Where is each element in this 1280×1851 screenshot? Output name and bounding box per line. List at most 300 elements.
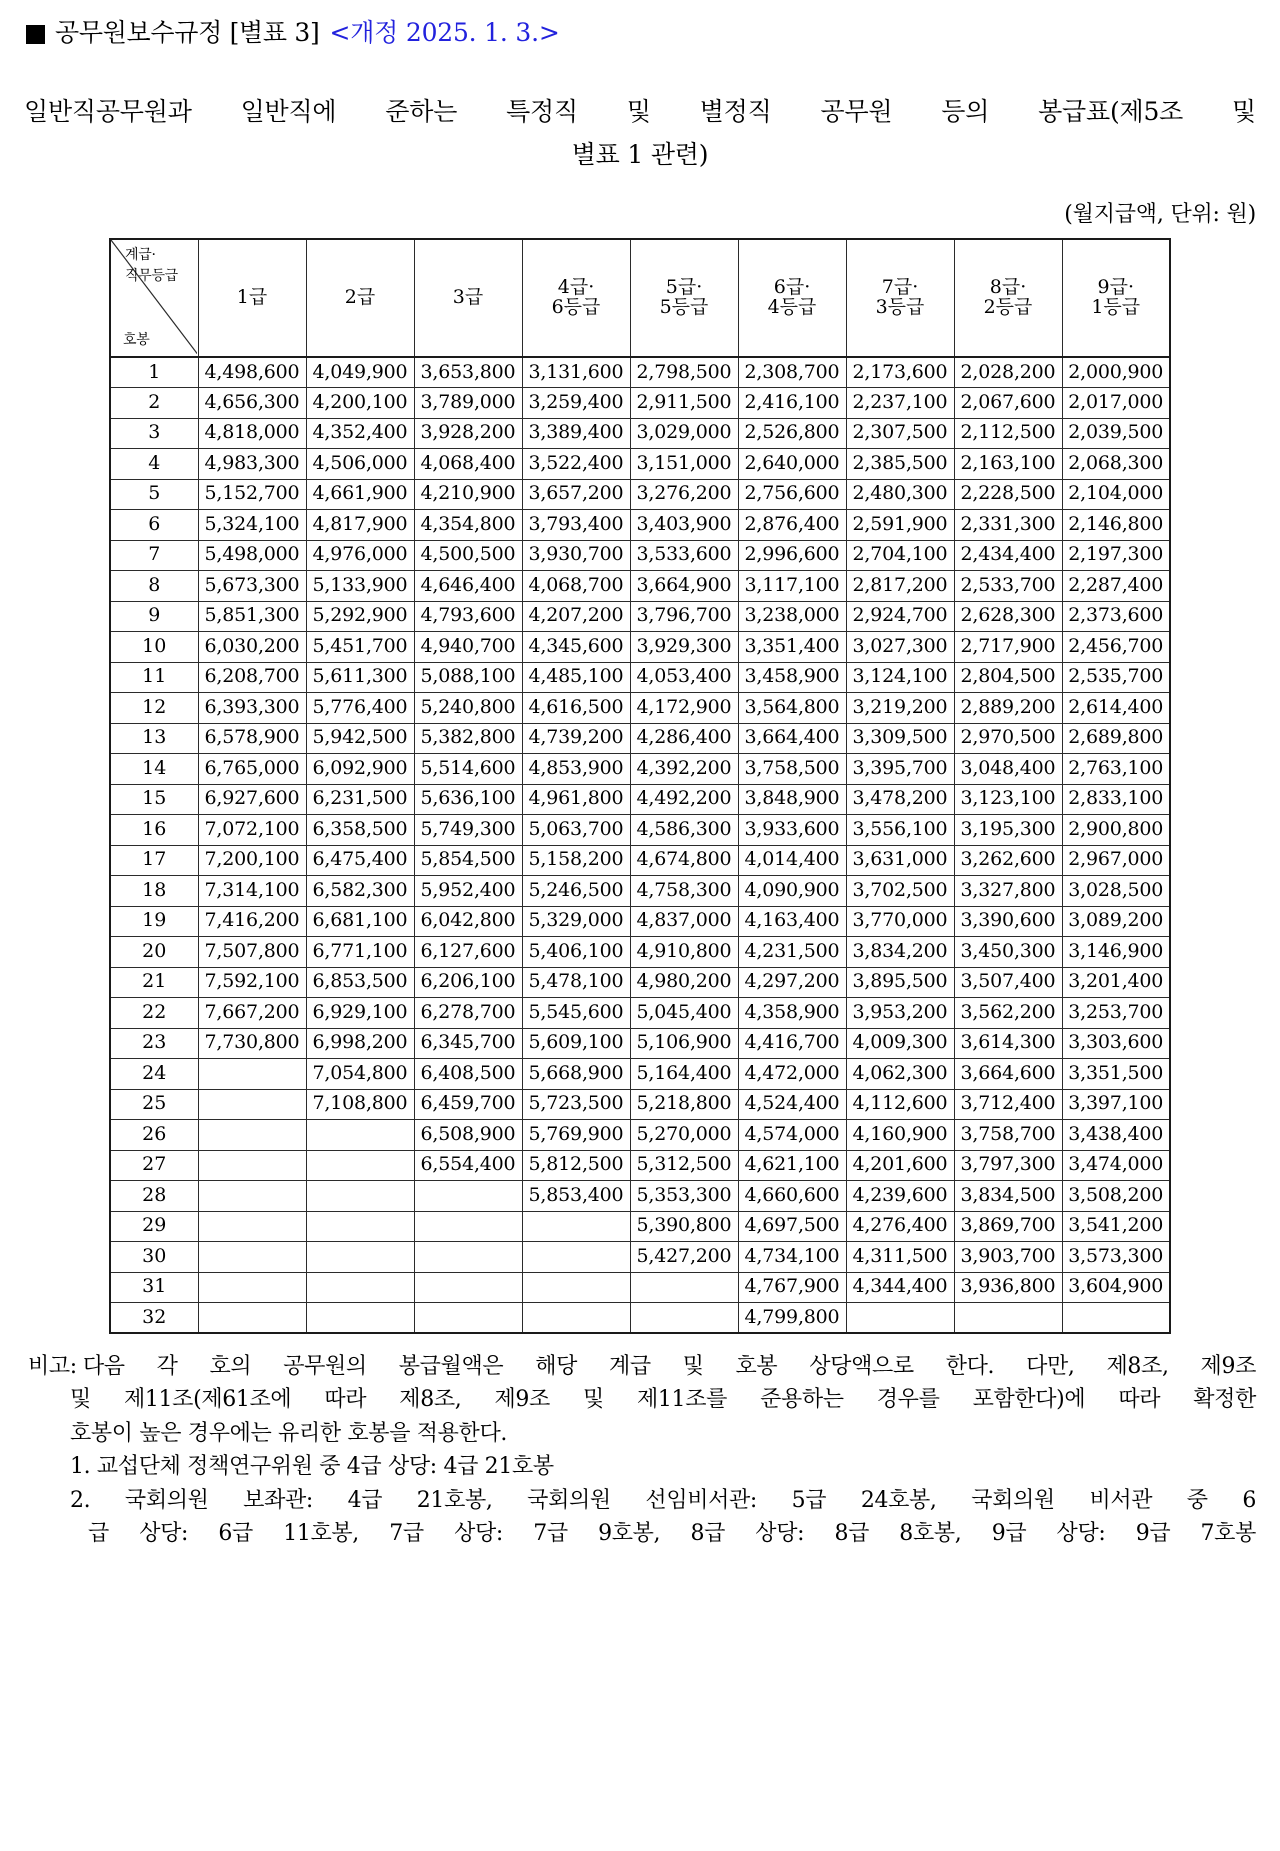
column-header-grade-8-line2: 2등급	[983, 296, 1033, 318]
salary-cell	[306, 1120, 414, 1151]
salary-cell: 6,681,100	[306, 906, 414, 937]
salary-cell: 5,152,700	[198, 479, 306, 510]
salary-cell: 3,758,500	[738, 754, 846, 785]
salary-cell: 3,657,200	[522, 479, 630, 510]
salary-cell: 7,314,100	[198, 876, 306, 907]
step-number-cell: 13	[110, 723, 198, 754]
step-number-cell: 7	[110, 540, 198, 571]
step-number-cell: 28	[110, 1181, 198, 1212]
salary-cell: 4,053,400	[630, 662, 738, 693]
salary-cell: 2,689,800	[1062, 723, 1170, 754]
salary-cell: 3,397,100	[1062, 1089, 1170, 1120]
salary-cell: 6,231,500	[306, 784, 414, 815]
salary-cell: 4,660,600	[738, 1181, 846, 1212]
salary-cell: 3,789,000	[414, 388, 522, 419]
salary-cell: 2,889,200	[954, 693, 1062, 724]
salary-cell: 4,980,200	[630, 967, 738, 998]
remarks-text	[83, 1350, 1256, 1383]
salary-cell: 2,331,300	[954, 510, 1062, 541]
column-header-grade-1-line1: 1급	[236, 286, 268, 309]
page-title	[18, 92, 1262, 175]
salary-cell: 5,427,200	[630, 1242, 738, 1273]
salary-cell: 5,451,700	[306, 632, 414, 663]
salary-cell: 2,798,500	[630, 357, 738, 388]
salary-cell: 4,586,300	[630, 815, 738, 846]
salary-cell: 3,522,400	[522, 449, 630, 480]
table-row	[110, 1089, 1170, 1120]
salary-cell: 2,924,700	[846, 601, 954, 632]
salary-cell	[306, 1242, 414, 1273]
document-header	[18, 10, 1262, 52]
salary-cell: 5,812,500	[522, 1150, 630, 1181]
salary-cell	[630, 1303, 738, 1334]
salary-cell: 6,998,200	[306, 1028, 414, 1059]
salary-cell: 2,197,300	[1062, 540, 1170, 571]
salary-cell: 6,459,700	[414, 1089, 522, 1120]
salary-cell: 4,068,700	[522, 571, 630, 602]
salary-cell: 2,028,200	[954, 357, 1062, 388]
remarks-item-2-line2: 급 상당: 6급 11호봉, 7급 상당: 7급 9호봉, 8급 상당: 8급 8호봉, 9급 상당: 9급 7호봉	[88, 1521, 1256, 1547]
salary-cell: 4,112,600	[846, 1089, 954, 1120]
step-number-cell: 15	[110, 784, 198, 815]
salary-cell: 5,324,100	[198, 510, 306, 541]
salary-cell: 5,942,500	[306, 723, 414, 754]
salary-cell: 2,146,800	[1062, 510, 1170, 541]
salary-cell: 6,030,200	[198, 632, 306, 663]
salary-cell: 3,450,300	[954, 937, 1062, 968]
salary-cell: 3,604,900	[1062, 1272, 1170, 1303]
table-row	[110, 662, 1170, 693]
corner-grade-label	[125, 245, 178, 287]
salary-cell: 2,163,100	[954, 449, 1062, 480]
column-header-grade-7	[846, 239, 954, 357]
column-header-grade-8	[954, 239, 1062, 357]
salary-cell: 2,228,500	[954, 479, 1062, 510]
salary-cell: 4,734,100	[738, 1242, 846, 1273]
table-row	[110, 632, 1170, 663]
salary-cell: 2,526,800	[738, 418, 846, 449]
salary-cell: 6,853,500	[306, 967, 414, 998]
salary-cell: 3,253,700	[1062, 998, 1170, 1029]
salary-cell: 6,929,100	[306, 998, 414, 1029]
table-row	[110, 388, 1170, 419]
salary-cell: 4,758,300	[630, 876, 738, 907]
salary-cell: 4,207,200	[522, 601, 630, 632]
salary-cell: 3,848,900	[738, 784, 846, 815]
salary-cell: 4,492,200	[630, 784, 738, 815]
salary-cell: 3,403,900	[630, 510, 738, 541]
salary-cell: 3,930,700	[522, 540, 630, 571]
salary-cell: 4,661,900	[306, 479, 414, 510]
column-header-grade-4	[522, 239, 630, 357]
salary-cell: 4,976,000	[306, 540, 414, 571]
salary-cell: 6,927,600	[198, 784, 306, 815]
salary-cell: 6,554,400	[414, 1150, 522, 1181]
salary-cell: 3,151,000	[630, 449, 738, 480]
step-number-cell: 26	[110, 1120, 198, 1151]
salary-cell: 5,611,300	[306, 662, 414, 693]
step-number-cell: 5	[110, 479, 198, 510]
salary-cell: 7,054,800	[306, 1059, 414, 1090]
salary-cell: 4,009,300	[846, 1028, 954, 1059]
salary-cell: 6,127,600	[414, 937, 522, 968]
step-number-cell: 2	[110, 388, 198, 419]
step-number-cell: 16	[110, 815, 198, 846]
salary-cell: 3,201,400	[1062, 967, 1170, 998]
remarks-section	[28, 1350, 1256, 1551]
salary-cell: 3,562,200	[954, 998, 1062, 1029]
salary-cell: 5,158,200	[522, 845, 630, 876]
salary-cell: 6,771,100	[306, 937, 414, 968]
table-row	[110, 540, 1170, 571]
salary-cell: 5,723,500	[522, 1089, 630, 1120]
salary-cell: 2,039,500	[1062, 418, 1170, 449]
salary-cell	[306, 1181, 414, 1212]
salary-cell: 5,952,400	[414, 876, 522, 907]
salary-cell: 6,206,100	[414, 967, 522, 998]
salary-cell: 4,574,000	[738, 1120, 846, 1151]
step-number-cell: 21	[110, 967, 198, 998]
salary-cell: 4,200,100	[306, 388, 414, 419]
salary-cell: 6,345,700	[414, 1028, 522, 1059]
salary-cell: 4,656,300	[198, 388, 306, 419]
salary-cell: 2,535,700	[1062, 662, 1170, 693]
salary-cell: 3,089,200	[1062, 906, 1170, 937]
table-row	[110, 937, 1170, 968]
step-number-cell: 10	[110, 632, 198, 663]
salary-cell: 4,090,900	[738, 876, 846, 907]
salary-cell	[414, 1242, 522, 1273]
table-row	[110, 693, 1170, 724]
salary-cell: 5,609,100	[522, 1028, 630, 1059]
salary-cell: 4,500,500	[414, 540, 522, 571]
salary-cell: 4,793,600	[414, 601, 522, 632]
salary-cell: 5,164,400	[630, 1059, 738, 1090]
step-number-cell: 6	[110, 510, 198, 541]
salary-cell: 4,853,900	[522, 754, 630, 785]
step-number-cell: 23	[110, 1028, 198, 1059]
salary-cell: 4,210,900	[414, 479, 522, 510]
salary-cell: 3,390,600	[954, 906, 1062, 937]
table-row	[110, 876, 1170, 907]
table-row	[110, 1211, 1170, 1242]
salary-cell: 7,592,100	[198, 967, 306, 998]
table-row	[110, 1150, 1170, 1181]
salary-cell: 7,730,800	[198, 1028, 306, 1059]
salary-cell: 2,017,000	[1062, 388, 1170, 419]
salary-cell: 2,416,100	[738, 388, 846, 419]
salary-cell: 4,498,600	[198, 357, 306, 388]
salary-cell: 3,834,200	[846, 937, 954, 968]
table-row	[110, 1120, 1170, 1151]
salary-cell: 2,804,500	[954, 662, 1062, 693]
salary-cell: 3,953,200	[846, 998, 954, 1029]
salary-cell	[198, 1059, 306, 1090]
step-number-cell: 4	[110, 449, 198, 480]
salary-cell: 3,758,700	[954, 1120, 1062, 1151]
table-row	[110, 449, 1170, 480]
salary-cell: 5,498,000	[198, 540, 306, 571]
salary-cell: 3,797,300	[954, 1150, 1062, 1181]
salary-cell: 5,749,300	[414, 815, 522, 846]
salary-cell	[198, 1089, 306, 1120]
step-number-cell: 20	[110, 937, 198, 968]
table-row	[110, 815, 1170, 846]
salary-cell: 5,478,100	[522, 967, 630, 998]
salary-cell	[306, 1303, 414, 1334]
salary-cell: 4,739,200	[522, 723, 630, 754]
salary-cell: 4,231,500	[738, 937, 846, 968]
salary-cell: 2,104,000	[1062, 479, 1170, 510]
column-header-grade-4-line1: 4급·	[557, 276, 595, 299]
salary-cell: 3,195,300	[954, 815, 1062, 846]
salary-cell: 5,292,900	[306, 601, 414, 632]
salary-cell: 4,621,100	[738, 1150, 846, 1181]
salary-cell: 3,614,300	[954, 1028, 1062, 1059]
salary-cell: 6,475,400	[306, 845, 414, 876]
step-number-cell: 19	[110, 906, 198, 937]
salary-cell: 3,131,600	[522, 357, 630, 388]
salary-cell: 2,763,100	[1062, 754, 1170, 785]
salary-cell	[198, 1181, 306, 1212]
salary-cell: 3,438,400	[1062, 1120, 1170, 1151]
step-number-cell: 11	[110, 662, 198, 693]
column-header-grade-5	[630, 239, 738, 357]
salary-cell: 5,353,300	[630, 1181, 738, 1212]
table-row	[110, 1303, 1170, 1334]
step-number-cell: 14	[110, 754, 198, 785]
salary-cell: 4,799,800	[738, 1303, 846, 1334]
salary-cell: 3,664,400	[738, 723, 846, 754]
salary-cell: 5,329,000	[522, 906, 630, 937]
salary-cell: 6,765,000	[198, 754, 306, 785]
remarks-text-line1: 다음 각 호의 공무원의 봉급월액은 해당 계급 및 호봉 상당액으로 한다. 다만, 제8조, 제9조	[82, 1354, 1256, 1379]
table-row	[110, 967, 1170, 998]
column-header-grade-6-line2: 4등급	[767, 296, 817, 318]
salary-cell: 4,472,000	[738, 1059, 846, 1090]
salary-cell: 2,900,800	[1062, 815, 1170, 846]
step-number-cell: 27	[110, 1150, 198, 1181]
salary-cell: 2,704,100	[846, 540, 954, 571]
salary-cell	[414, 1272, 522, 1303]
salary-cell: 3,219,200	[846, 693, 954, 724]
table-row	[110, 1242, 1170, 1273]
salary-cell: 3,478,200	[846, 784, 954, 815]
salary-cell: 3,933,600	[738, 815, 846, 846]
table-row	[110, 1059, 1170, 1090]
salary-cell: 2,067,600	[954, 388, 1062, 419]
salary-cell: 3,712,400	[954, 1089, 1062, 1120]
salary-cell: 5,636,100	[414, 784, 522, 815]
salary-cell: 3,664,900	[630, 571, 738, 602]
salary-cell: 5,246,500	[522, 876, 630, 907]
salary-cell: 2,068,300	[1062, 449, 1170, 480]
salary-cell	[198, 1242, 306, 1273]
salary-cell: 6,582,300	[306, 876, 414, 907]
salary-cell: 5,853,400	[522, 1181, 630, 1212]
remarks-item-2-line1: 2. 국회의원 보좌관: 4급 21호봉, 국회의원 선임비서관: 5급 24호봉, 국회의원 비서관 중 6	[70, 1487, 1256, 1513]
salary-cell: 4,940,700	[414, 632, 522, 663]
salary-cell	[306, 1272, 414, 1303]
salary-cell: 3,928,200	[414, 418, 522, 449]
salary-cell: 3,259,400	[522, 388, 630, 419]
salary-cell: 2,112,500	[954, 418, 1062, 449]
salary-cell: 3,303,600	[1062, 1028, 1170, 1059]
salary-cell: 5,514,600	[414, 754, 522, 785]
salary-cell: 2,628,300	[954, 601, 1062, 632]
salary-cell: 2,373,600	[1062, 601, 1170, 632]
salary-cell: 4,910,800	[630, 937, 738, 968]
salary-cell: 4,345,600	[522, 632, 630, 663]
salary-cell: 5,673,300	[198, 571, 306, 602]
salary-cell: 4,286,400	[630, 723, 738, 754]
salary-cell: 2,591,900	[846, 510, 954, 541]
corner-grade-label-line1: 계급·	[125, 247, 156, 263]
salary-cell: 7,667,200	[198, 998, 306, 1029]
table-row	[110, 601, 1170, 632]
salary-cell: 4,160,900	[846, 1120, 954, 1151]
column-header-grade-7-line2: 3등급	[875, 296, 925, 318]
salary-cell: 3,834,500	[954, 1181, 1062, 1212]
step-number-cell: 12	[110, 693, 198, 724]
salary-cell: 2,996,600	[738, 540, 846, 571]
salary-cell: 4,163,400	[738, 906, 846, 937]
step-number-cell: 22	[110, 998, 198, 1029]
column-header-grade-5-line2: 5등급	[659, 296, 709, 318]
salary-cell: 4,358,900	[738, 998, 846, 1029]
salary-cell: 3,027,300	[846, 632, 954, 663]
salary-cell: 4,616,500	[522, 693, 630, 724]
salary-cell: 3,124,100	[846, 662, 954, 693]
column-header-grade-9-line1: 9급·	[1097, 276, 1134, 299]
salary-cell: 4,239,600	[846, 1181, 954, 1212]
salary-cell	[846, 1303, 954, 1334]
salary-cell: 3,936,800	[954, 1272, 1062, 1303]
salary-cell: 7,507,800	[198, 937, 306, 968]
corner-grade-label-line2: 직무등급	[125, 268, 178, 284]
salary-cell: 5,406,100	[522, 937, 630, 968]
salary-table	[109, 238, 1171, 1334]
salary-cell: 5,133,900	[306, 571, 414, 602]
salary-cell: 3,507,400	[954, 967, 1062, 998]
column-header-grade-3	[414, 239, 522, 357]
salary-cell: 2,876,400	[738, 510, 846, 541]
salary-cell: 3,770,000	[846, 906, 954, 937]
step-number-cell: 24	[110, 1059, 198, 1090]
corner-step-label: 호봉	[123, 332, 150, 349]
column-header-grade-6-line1: 6급·	[773, 276, 811, 299]
salary-cell	[522, 1211, 630, 1242]
salary-cell: 6,393,300	[198, 693, 306, 724]
salary-cell: 4,172,900	[630, 693, 738, 724]
salary-cell: 3,564,800	[738, 693, 846, 724]
salary-cell	[954, 1303, 1062, 1334]
salary-cell: 4,049,900	[306, 357, 414, 388]
salary-cell: 6,042,800	[414, 906, 522, 937]
table-row	[110, 998, 1170, 1029]
step-number-cell: 1	[110, 357, 198, 388]
salary-cell: 3,117,100	[738, 571, 846, 602]
table-row	[110, 510, 1170, 541]
table-row	[110, 723, 1170, 754]
salary-cell: 3,351,400	[738, 632, 846, 663]
column-header-grade-4-line2: 6등급	[551, 296, 601, 318]
column-header-grade-6	[738, 239, 846, 357]
salary-cell: 5,240,800	[414, 693, 522, 724]
column-header-grade-2-line1: 2급	[344, 286, 376, 309]
salary-cell: 4,961,800	[522, 784, 630, 815]
step-number-cell: 17	[110, 845, 198, 876]
salary-cell: 6,358,500	[306, 815, 414, 846]
column-header-grade-9-line2: 1등급	[1091, 296, 1141, 318]
salary-cell: 3,262,600	[954, 845, 1062, 876]
salary-cell: 6,278,700	[414, 998, 522, 1029]
page-title-line1: 일반직공무원과 일반직에 준하는 특정직 및 별정직 공무원 등의 봉급표(제5조 및	[24, 97, 1256, 126]
salary-cell: 4,062,300	[846, 1059, 954, 1090]
salary-cell: 4,354,800	[414, 510, 522, 541]
salary-cell	[630, 1272, 738, 1303]
salary-cell	[522, 1272, 630, 1303]
remarks-label: 비고:	[28, 1354, 77, 1379]
salary-cell: 4,697,500	[738, 1211, 846, 1242]
remarks-item-1: 1. 교섭단체 정책연구위원 중 4급 상당: 4급 21호봉	[70, 1454, 554, 1480]
salary-cell: 4,767,900	[738, 1272, 846, 1303]
salary-cell: 4,311,500	[846, 1242, 954, 1273]
salary-cell: 4,344,400	[846, 1272, 954, 1303]
salary-cell: 5,390,800	[630, 1211, 738, 1242]
salary-cell: 2,434,400	[954, 540, 1062, 571]
salary-cell: 4,201,600	[846, 1150, 954, 1181]
step-number-cell: 9	[110, 601, 198, 632]
step-number-cell: 3	[110, 418, 198, 449]
salary-cell: 3,146,900	[1062, 937, 1170, 968]
salary-cell: 5,769,900	[522, 1120, 630, 1151]
salary-cell: 5,063,700	[522, 815, 630, 846]
salary-cell: 4,818,000	[198, 418, 306, 449]
salary-cell: 3,796,700	[630, 601, 738, 632]
table-row	[110, 1028, 1170, 1059]
salary-cell: 3,653,800	[414, 357, 522, 388]
salary-cell	[198, 1211, 306, 1242]
salary-cell: 3,276,200	[630, 479, 738, 510]
salary-cell: 4,646,400	[414, 571, 522, 602]
salary-cell: 5,218,800	[630, 1089, 738, 1120]
salary-cell: 5,545,600	[522, 998, 630, 1029]
salary-cell: 7,108,800	[306, 1089, 414, 1120]
revision-note: <개정 2025. 1. 3.>	[329, 18, 560, 47]
salary-cell: 3,123,100	[954, 784, 1062, 815]
salary-cell: 4,837,000	[630, 906, 738, 937]
table-row	[110, 1181, 1170, 1212]
step-number-cell: 29	[110, 1211, 198, 1242]
salary-cell: 4,014,400	[738, 845, 846, 876]
regulation-name: 공무원보수규정 [별표 3]	[55, 18, 320, 47]
salary-cell: 2,307,500	[846, 418, 954, 449]
salary-cell: 3,573,300	[1062, 1242, 1170, 1273]
salary-cell: 6,508,900	[414, 1120, 522, 1151]
salary-cell: 4,392,200	[630, 754, 738, 785]
column-header-grade-1	[198, 239, 306, 357]
salary-cell: 2,911,500	[630, 388, 738, 419]
table-corner-header	[110, 239, 198, 357]
table-row	[110, 357, 1170, 388]
salary-cell: 5,312,500	[630, 1150, 738, 1181]
salary-cell	[198, 1150, 306, 1181]
salary-cell	[414, 1181, 522, 1212]
salary-cell: 6,578,900	[198, 723, 306, 754]
salary-cell: 2,533,700	[954, 571, 1062, 602]
salary-cell	[198, 1272, 306, 1303]
